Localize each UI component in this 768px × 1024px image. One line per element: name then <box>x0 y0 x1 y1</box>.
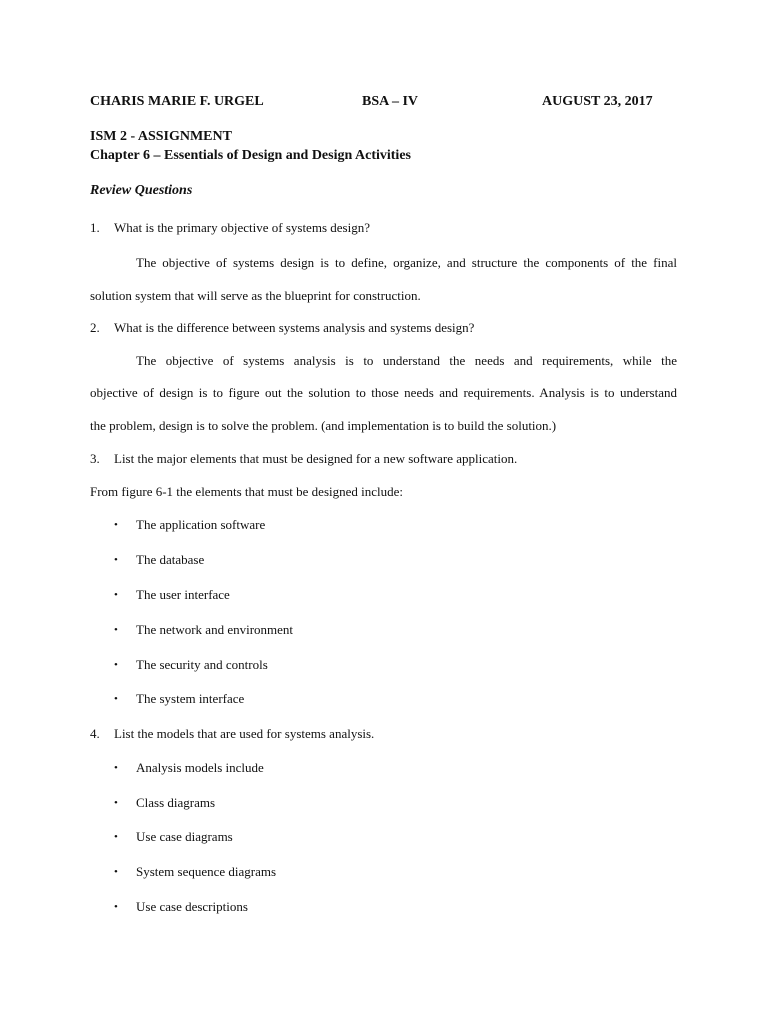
bullet-icon: • <box>114 589 118 601</box>
bullet-icon: • <box>114 693 118 705</box>
q2-answer-line: The objective of systems analysis is to understand the needs and requirements, while the <box>136 353 677 368</box>
q3-number: 3. <box>90 451 100 466</box>
bullet-icon: • <box>114 624 118 636</box>
q3-intro: From figure 6-1 the elements that must be designed include: <box>90 484 404 499</box>
bullet-icon: • <box>114 762 118 774</box>
list-item: The user interface <box>136 587 230 602</box>
list-item: Use case descriptions <box>136 899 248 914</box>
student-name: CHARIS MARIE F. URGEL <box>90 94 264 109</box>
submission-date: AUGUST 23, 2017 <box>542 94 653 109</box>
q2-number: 2. <box>90 320 100 335</box>
list-item: The security and controls <box>136 657 268 672</box>
list-item: The network and environment <box>136 622 294 637</box>
bullet-icon: • <box>114 659 118 671</box>
q4-question: List the models that are used for systems analysis. <box>114 726 375 741</box>
list-item: Use case diagrams <box>136 829 233 844</box>
q1-question: What is the primary objective of systems design? <box>114 220 370 235</box>
q2-answer-line: objective of design is to figure out the solution to those needs and requirements. Analysis is to understand <box>90 385 677 400</box>
bullet-icon: • <box>114 519 118 531</box>
list-item: The application software <box>136 517 266 532</box>
bullet-icon: • <box>114 901 118 913</box>
assignment-code: ISM 2 - ASSIGNMENT <box>90 129 232 144</box>
q4-number: 4. <box>90 726 100 741</box>
chapter-title: Chapter 6 – Essentials of Design and Design Activities <box>90 148 411 163</box>
q2-question: What is the difference between systems analysis and systems design? <box>114 320 475 335</box>
q1-number: 1. <box>90 220 100 235</box>
list-item: System sequence diagrams <box>136 864 277 879</box>
q1-answer-line: solution system that will serve as the blueprint for construction. <box>90 288 421 303</box>
course-year: BSA – IV <box>362 94 419 109</box>
bullet-icon: • <box>114 866 118 878</box>
section-title: Review Questions <box>90 183 193 198</box>
list-item: Class diagrams <box>136 795 216 810</box>
bullet-icon: • <box>114 554 118 566</box>
bullet-icon: • <box>114 797 118 809</box>
q2-answer-line: the problem, design is to solve the problem. (and implementation is to build the solution.) <box>90 418 557 433</box>
list-item: The system interface <box>136 691 245 706</box>
list-item: The database <box>136 552 205 567</box>
q3-question: List the major elements that must be designed for a new software application. <box>114 451 518 466</box>
list-item: Analysis models include <box>136 760 264 775</box>
bullet-icon: • <box>114 831 118 843</box>
q1-answer-line: The objective of systems design is to define, organize, and structure the components of the final <box>136 255 677 270</box>
